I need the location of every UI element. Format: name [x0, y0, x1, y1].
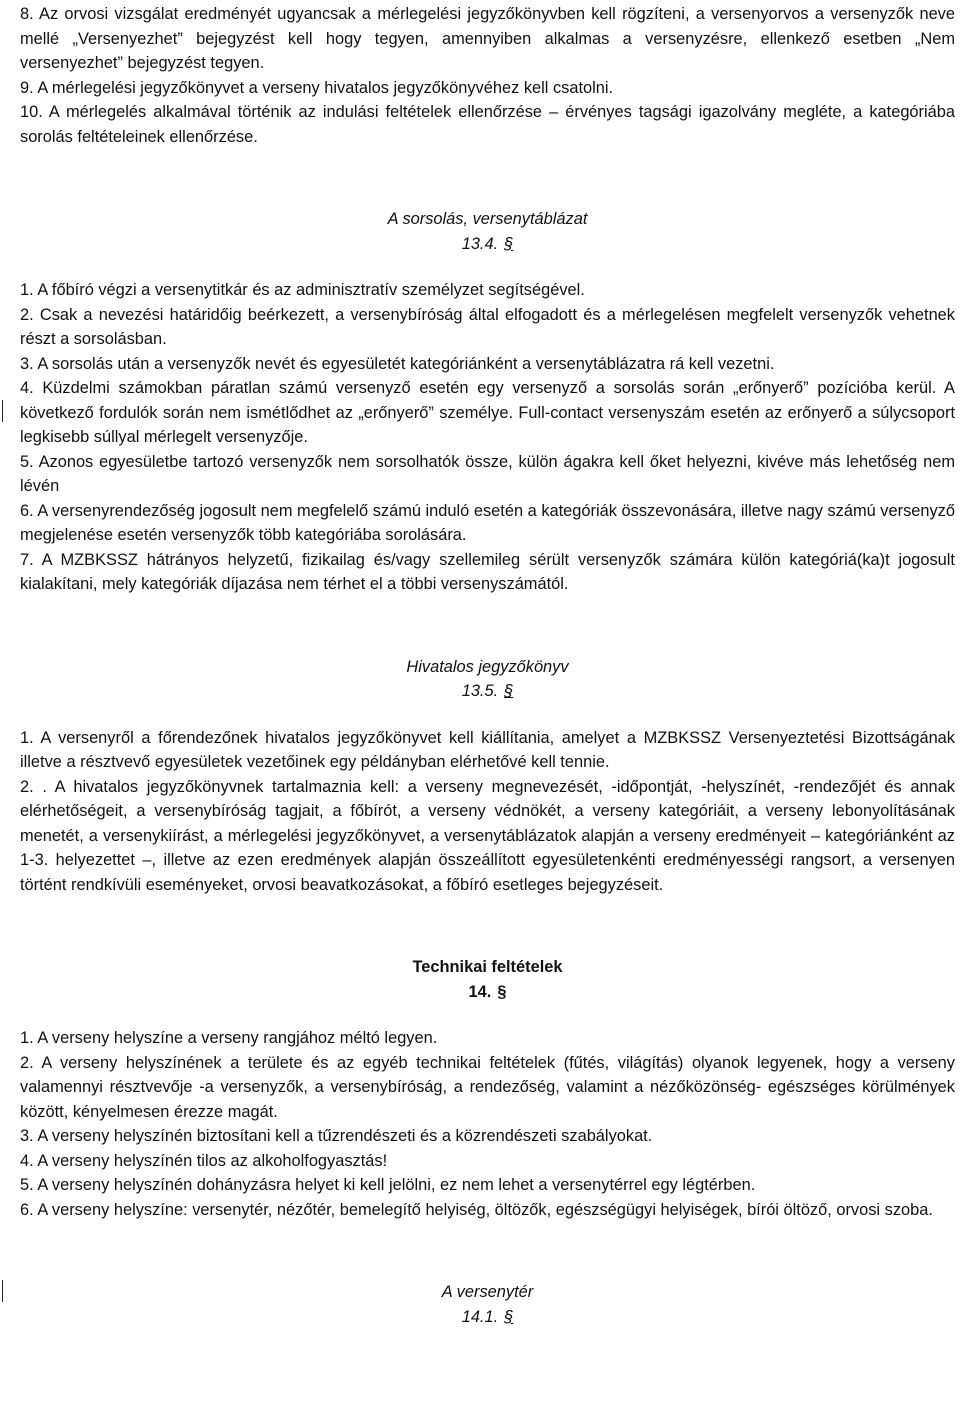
list-item: 4. A verseny helyszínén tilos az alkoholfogyasztás! — [20, 1151, 388, 1170]
list-item: 3. A verseny helyszínén biztosítani kell a tűzrendészeti és a közrendészeti szabályokat. — [20, 1127, 653, 1145]
list-item: 6. A verseny helyszíne: versenytér, nézőtér, bemelegítő helyiség, öltözők, egészségügyi helyiségek, bírói öltöző, orvosi szoba. — [20, 1200, 933, 1219]
section-heading-versenyter — [20, 1280, 955, 1329]
section-symbol: § — [504, 682, 514, 700]
section-number: 14.1. § — [20, 1305, 955, 1330]
section-number: 13.5. § — [20, 679, 955, 704]
paragraph-9: 9. A mérlegelési jegyzőkönyvet a verseny hivatalos jegyzőkönyvéhez kell csatolni. — [20, 78, 614, 97]
list-item: 5. Azonos egyesületbe tartozó versenyzők nem sorsolhatók össze, külön ágakra kell őket helyezni, kivéve más lehetőség nem lévén — [20, 452, 955, 495]
section-title: A versenytér — [441, 1283, 534, 1301]
section-heading-jegyzokonyv — [20, 655, 955, 704]
list-item: 5. A verseny helyszínén dohányzásra helyet ki kell jelölni, ez nem lehet a versenytérrel egy légtérben. — [20, 1176, 756, 1194]
list-item: 6. A versenyrendezőség jogosult nem megfelelő számú induló esetén a kategóriák összevonására, illetve nagy számú versenyző megjelenése esetén versenyzők több kategóriába sorolására. — [20, 501, 955, 544]
change-bar — [2, 1280, 3, 1302]
paragraph-10: 10. A mérlegelés alkalmával történik az indulási feltételek ellenőrzése – érvényes tagsági igazolvány megléte, a kategóriába sorolás feltételeinek ellenőrzése. — [20, 103, 955, 146]
list-item: 3. A sorsolás után a versenyzők nevét és egyesületét kategóriánként a versenytáblázatra rá kell vezetni. — [20, 354, 775, 373]
list-item: 4. Küzdelmi számokban páratlan számú versenyző esetén egy versenyző a sorsolás során „erőnyerő” pozícióba kerül. A következő fordulók során nem ismétlődhet az „erőnyerő” személye. Full-contact versenyszám esetén az erőnyerő a súlycsoport legkisebb súllyal mérlegelt versenyzője. — [20, 379, 955, 446]
document-page — [20, 2, 955, 1329]
section-symbol: § — [504, 234, 514, 253]
list-item: 1. A verseny helyszíne a verseny rangjához méltó legyen. — [20, 1029, 438, 1047]
section-title: Technikai feltételek — [412, 958, 563, 976]
section-number: 14. § — [20, 980, 955, 1005]
list-item: 7. A MZBKSSZ hátrányos helyzetű, fizikailag és/vagy szellemileg sérült versenyzők számára külön kategóriá(ka)t jogosult kialakítani, mely kategóriák díjazása nem térhet el a többi versenyszámától. — [20, 550, 955, 593]
list-item: 1. A főbíró végzi a versenytitkár és az adminisztratív személyzet segítségével. — [20, 281, 585, 299]
paragraph-8: 8. Az orvosi vizsgálat eredményét ugyancsak a mérlegelési jegyzőkönyvben kell rögzíteni, a versenyorvos a versenyzők neve mellé „Versenyezhet” bejegyzést kell hogy tegyen, amennyiben alkalmas a versenyzésre, ellenkező esetben „Nem versenyezhet” bejegyzést tegyen. — [20, 5, 955, 72]
list-item: 2. A verseny helyszínének a területe és az egyéb technikai feltételek (fűtés, világítás) olyanok legyenek, hogy a verseny valamennyi résztvevője -a versenyzők, a versenybíróság, a rendezőség, valamint a nézőközönség- egészséges körülmények között, kényelmesen érezze magát. — [20, 1053, 955, 1121]
section-title: A sorsolás, versenytáblázat — [387, 210, 588, 228]
section-title: Hivatalos jegyzőkönyv — [406, 657, 569, 676]
section-number: 13.4. § — [20, 232, 955, 257]
section-symbol: § — [504, 1307, 514, 1326]
list-item: 2. . A hivatalos jegyzőkönyvnek tartalmaznia kell: a verseny megnevezését, -időpontját, -helyszínét, -rendezőjét és annak elérhetőségeit, a versenybíróság tagjait, a főbírót, a verseny védnökét, a verseny kategóriáit, a verseny lebonyolításának menetét, a versenykiírást, a mérlegelési jegyzőkönyvet, a versenytáblázatok alapján a verseny eredményeit – kategóriánként az 1-3. helyezettet –, illetve az ezen eredmények alapján összeállított egyesületenkénti eredményességi rangsort, a versenyen történt rendkívüli eseményeket, orvosi beavatkozásokat, a főbíró esetleges bejegyzéseit. — [20, 777, 955, 894]
list-item: 2. Csak a nevezési határidőig beérkezett, a versenybíróság által elfogadott és a mérlegelésen megfelelt versenyzők vehetnek részt a sorsolásban. — [20, 305, 955, 348]
list-item: 1. A versenyről a főrendezőnek hivatalos jegyzőkönyvet kell kiállítania, amelyet a MZBKSSZ Versenyeztetési Bizottságának illetve a résztvevő egyesületek vezetőinek egy példányban elérhetővé kell tennie. — [20, 728, 955, 771]
section-symbol: § — [497, 982, 507, 1001]
section-heading-sorsolas — [20, 207, 955, 256]
change-bar — [2, 400, 3, 422]
section-heading-technikai — [20, 955, 955, 1004]
